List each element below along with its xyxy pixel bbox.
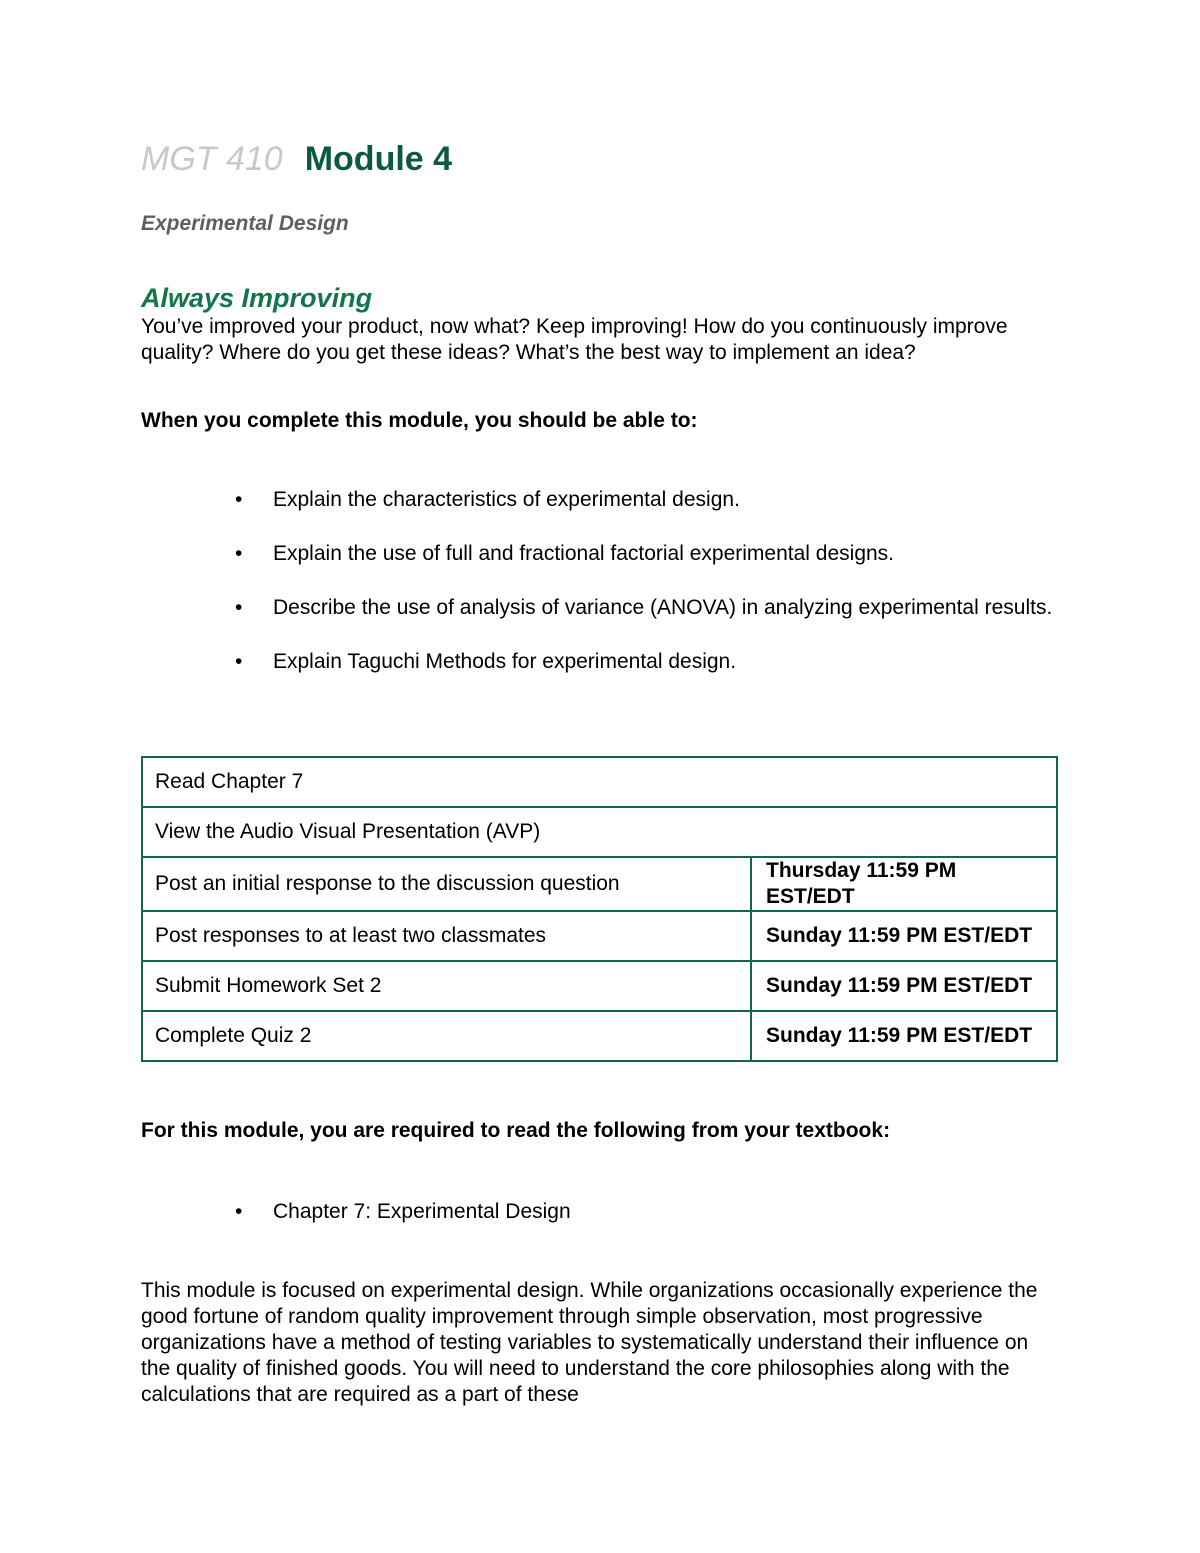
bullet-icon: • xyxy=(235,542,243,565)
task-cell: Submit Homework Set 2 xyxy=(142,961,751,1011)
task-cell: Post an initial response to the discussion question xyxy=(142,857,751,911)
bullet-icon: • xyxy=(235,650,243,673)
reading-item-text: Chapter 7: Experimental Design xyxy=(273,1200,571,1223)
due-date-cell: Sunday 11:59 PM EST/EDT xyxy=(751,1011,1057,1061)
table-row xyxy=(142,911,1057,961)
objective-text: Explain the use of full and fractional factorial experimental designs. xyxy=(273,542,895,565)
intro-heading: Always Improving xyxy=(141,283,373,313)
table-row xyxy=(142,1011,1057,1061)
bullet-icon: • xyxy=(235,488,243,511)
task-cell: Post responses to at least two classmates xyxy=(142,911,751,961)
objective-text: Explain Taguchi Methods for experimental design. xyxy=(273,650,737,673)
due-date-cell: Sunday 11:59 PM EST/EDT xyxy=(751,961,1057,1011)
task-table xyxy=(141,756,1058,1062)
list-item xyxy=(141,648,1061,675)
course-code: MGT 410 xyxy=(141,140,283,178)
objectives-heading: When you complete this module, you should be able to: xyxy=(141,409,698,432)
table-row xyxy=(142,807,1057,857)
task-cell: View the Audio Visual Presentation (AVP) xyxy=(142,807,1057,857)
reading-list xyxy=(141,1198,1061,1252)
table-row xyxy=(142,961,1057,1011)
intro-paragraph: You’ve improved your product, now what? Keep improving! How do you continuously improve quality? Where do you get these ideas? What’s the best way to implement an idea? xyxy=(141,315,1008,364)
module-title: Module 4 xyxy=(304,140,453,178)
list-item xyxy=(141,1198,1061,1225)
module-subtitle: Experimental Design xyxy=(141,212,349,235)
due-date-cell: Thursday 11:59 PM EST/EDT xyxy=(751,857,1057,911)
due-date-cell: Sunday 11:59 PM EST/EDT xyxy=(751,911,1057,961)
objective-text: Explain the characteristics of experimental design. xyxy=(273,488,740,511)
objective-text: Describe the use of analysis of variance (ANOVA) in analyzing experimental results. xyxy=(273,596,1053,619)
list-item xyxy=(141,486,1061,513)
bullet-icon: • xyxy=(235,1200,243,1223)
body-paragraph: This module is focused on experimental design. While organizations occasionally experience the good fortune of random quality improvement through simple observation, most progressive organizations have a method of testing variables to systematically understand their influence on the quality of finished goods. You will need to understand the core philosophies along with the calculations that are required as a part of these xyxy=(141,1279,1038,1406)
table-row xyxy=(142,757,1057,807)
bullet-icon: • xyxy=(235,596,243,619)
document-page xyxy=(141,140,1061,1406)
list-item xyxy=(141,594,1061,621)
task-cell: Read Chapter 7 xyxy=(142,757,1057,807)
title-row xyxy=(141,140,1061,200)
list-item xyxy=(141,540,1061,567)
reading-heading: For this module, you are required to read the following from your textbook: xyxy=(141,1119,891,1142)
objectives-list xyxy=(141,486,1061,675)
table-row xyxy=(142,857,1057,911)
task-cell: Complete Quiz 2 xyxy=(142,1011,751,1061)
